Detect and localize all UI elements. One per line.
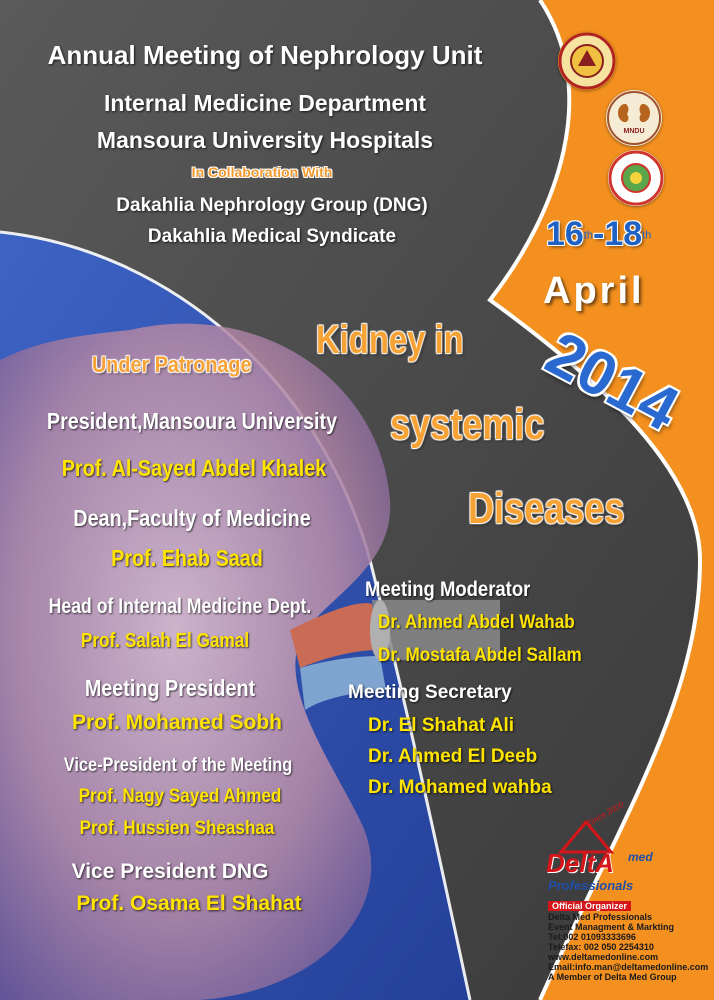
- partner-dng: Dakahlia Nephrology Group (DNG): [116, 195, 428, 216]
- name-dean: Prof. Ehab Saad: [111, 545, 263, 571]
- role-title-head-internal-medicine: Head of Internal Medicine Dept.: [48, 595, 312, 618]
- name-meeting-president: Prof. Mohamed Sobh: [72, 711, 282, 734]
- date-range: [546, 215, 651, 254]
- patronage-heading: Under Patronage: [92, 352, 252, 377]
- meeting-title: Annual Meeting of Nephrology Unit: [47, 40, 483, 70]
- department-name: Internal Medicine Department: [103, 90, 427, 116]
- date-start: 16: [546, 215, 584, 253]
- role-title-vice-president: Vice-President of the Meeting: [63, 755, 293, 776]
- partner-syndicate: Dakahlia Medical Syndicate: [147, 226, 397, 247]
- moderator-title: Meeting Moderator: [365, 578, 531, 601]
- theme-line-2: systemic: [390, 400, 545, 449]
- name-head-internal-medicine: Prof. Salah El Gamal: [80, 630, 250, 652]
- date-dash: -: [593, 215, 605, 253]
- organizer-line-7: A Member of Delta Med Group: [548, 972, 677, 982]
- secretary-name-2: Dr. Ahmed El Deeb: [368, 746, 538, 767]
- organizer-logo-text: DeltA: [546, 848, 614, 878]
- secretary-title: Meeting Secretary: [348, 682, 512, 703]
- date-year: 2014: [535, 318, 690, 445]
- organizer-website[interactable]: www.deltamedonline.com: [548, 952, 659, 962]
- kidney-logo-icon: [606, 90, 662, 146]
- organizer-logo: [546, 799, 696, 910]
- collaboration-label: In Collaboration With: [191, 164, 333, 180]
- organizer-phone: Tel:002 01093333696: [548, 932, 636, 942]
- syndicate-seal-icon: [608, 150, 664, 206]
- organizer-logo-sub: Professionals: [548, 878, 634, 893]
- date-end-suffix: th: [642, 229, 652, 242]
- date-end: 18: [604, 215, 643, 253]
- name-vice-president-2: Prof. Hussien Sheashaa: [79, 818, 275, 839]
- theme-line-1: Kidney in: [316, 318, 464, 362]
- organizer-logo-med: med: [628, 850, 653, 864]
- organizer-line-1: Delta Med Professionals: [548, 912, 653, 922]
- organizer-line-2: Event Managment & Markting: [548, 922, 675, 932]
- role-title-dean: Dean,Faculty of Medicine: [73, 505, 311, 531]
- theme-line-3: Diseases: [468, 484, 625, 533]
- role-title-meeting-president: Meeting President: [84, 675, 256, 701]
- date-month: April: [543, 270, 645, 312]
- role-title-vice-president-dng: Vice President DNG: [71, 860, 269, 883]
- name-vice-president-1: Prof. Nagy Sayed Ahmed: [78, 786, 282, 807]
- secretary-name-3: Dr. Mohamed wahba: [368, 777, 552, 798]
- name-vice-president-dng: Prof. Osama El Shahat: [76, 892, 302, 915]
- organizer-email[interactable]: Email:info.man@deltamedonline.com: [548, 962, 709, 972]
- mndu-logo-text: MNDU: [623, 128, 645, 135]
- organizer-contact: [548, 912, 708, 982]
- mndu-logo: [606, 90, 662, 146]
- name-university-president: Prof. Al-Sayed Abdel Khalek: [61, 455, 327, 481]
- university-seal-icon: [558, 32, 616, 90]
- organizer-since: Since 2000: [586, 799, 626, 828]
- hospital-name: Mansoura University Hospitals: [96, 127, 434, 153]
- moderator-name-1: Dr. Ahmed Abdel Wahab: [378, 612, 575, 633]
- syndicate-logo: [608, 150, 664, 206]
- moderator-name-2: Dr. Mostafa Abdel Sallam: [378, 645, 582, 666]
- organizer-tag: Official Organizer: [548, 901, 631, 911]
- role-title-university-president: President,Mansoura University: [46, 408, 338, 434]
- organizer-telefax: Telefax: 002 050 2254310: [548, 942, 654, 952]
- secretary-name-1: Dr. El Shahat Ali: [368, 715, 515, 736]
- date-start-suffix: th: [583, 229, 594, 242]
- university-logo: [558, 32, 616, 90]
